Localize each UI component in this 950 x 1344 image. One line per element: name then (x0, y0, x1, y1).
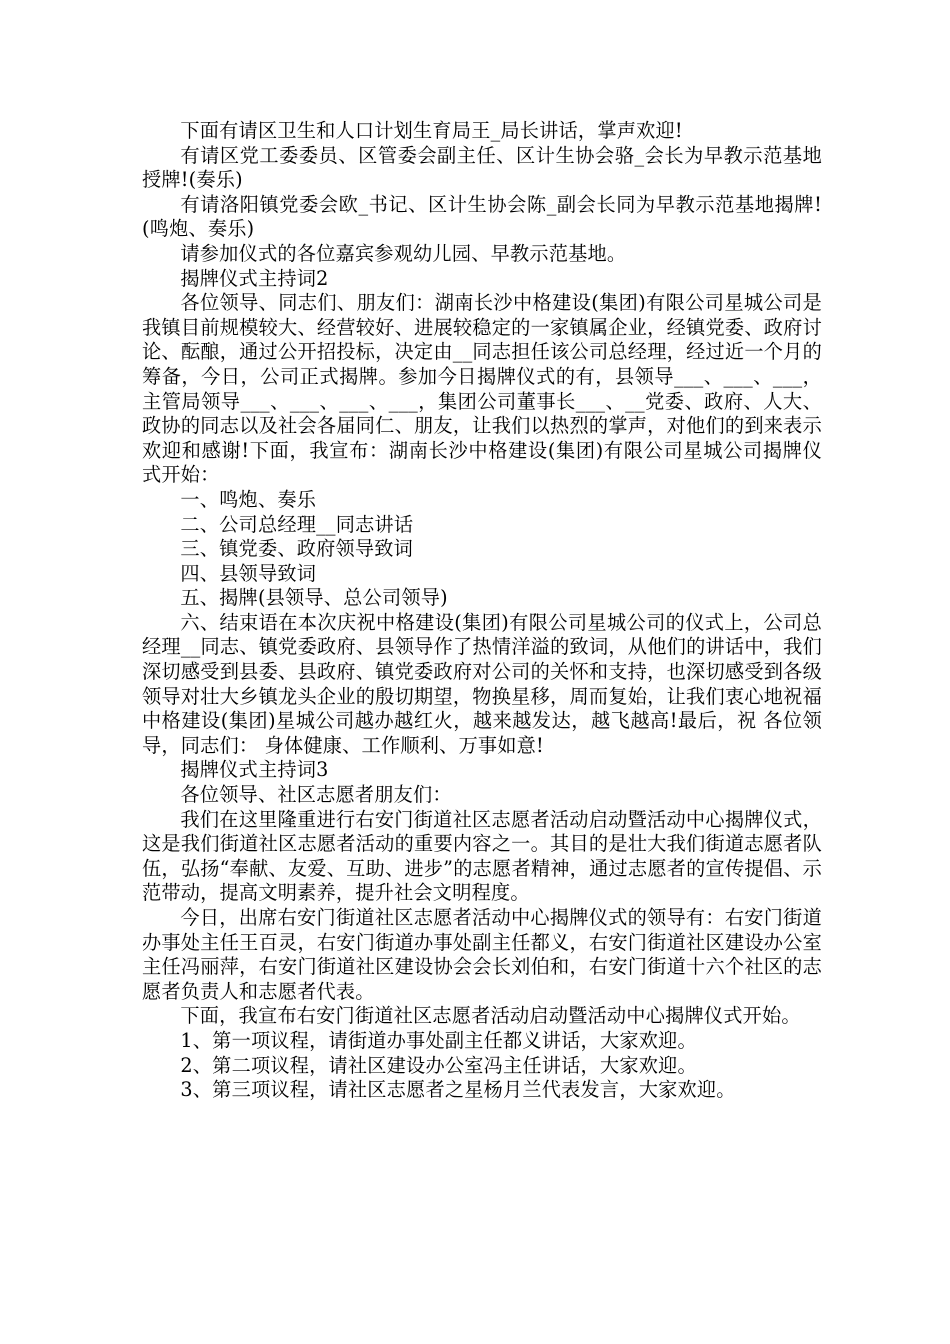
agenda-item: 1、第一项议程，请街道办事处副主任都义讲话，大家欢迎。 (180, 1028, 697, 1052)
paragraph: 我们在这里隆重进行右安门街道社区志愿者活动启动暨活动中心揭牌仪式，这是我们街道社区志愿者活动的重要内容之一。其目的是壮大我们街道志愿者队伍，弘扬“奉献、友爱、互助、进步”的志愿者精神，通过志愿者的宣传提倡、示范带动，提高文明素养，提升社会文明程度。 (142, 807, 822, 905)
agenda-item: 一、鸣炮、奏乐 (180, 487, 317, 511)
section-heading: 揭牌仪式主持词2 (180, 266, 329, 290)
agenda-item: 五、揭牌(县领导、总公司领导) (180, 586, 448, 610)
paragraph: 今日，出席右安门街道社区志愿者活动中心揭牌仪式的领导有：右安门街道办事处主任王百灵，右安门街道办事处副主任都义，右安门街道社区建设办公室主任冯丽萍，右安门街道社区建设协会会长刘伯和，右安门街道十六个社区的志愿者负责人和志愿者代表。 (142, 906, 822, 1003)
paragraph: 请参加仪式的各位嘉宾参观幼儿园、早教示范基地。 (180, 241, 627, 265)
paragraph: 下面，我宣布右安门街道社区志愿者活动启动暨活动中心揭牌仪式开始。 (180, 1004, 801, 1028)
agenda-item: 二、公司总经理__同志讲话 (180, 512, 414, 536)
salutation: 各位领导、社区志愿者朋友们： (180, 783, 452, 807)
agenda-item: 四、县领导致词 (180, 561, 317, 585)
agenda-item: 三、镇党委、政府领导致词 (180, 537, 414, 561)
agenda-item: 3、第三项议程，请社区志愿者之星杨月兰代表发言，大家欢迎。 (180, 1078, 736, 1102)
section-heading: 揭牌仪式主持词3 (180, 758, 329, 782)
document-page (142, 119, 822, 1103)
paragraph: 有请洛阳镇党委会欧_书记、区计生协会陈_副会长同为早教示范基地揭牌!(鸣炮、奏乐) (142, 192, 822, 241)
paragraph: 有请区党工委委员、区管委会副主任、区计生协会骆_会长为早教示范基地授牌!(奏乐) (142, 143, 822, 192)
paragraph: 下面有请区卫生和人口计划生育局王_局长讲话，掌声欢迎! (180, 119, 683, 142)
agenda-item: 六、结束语在本次庆祝中格建设(集团)有限公司星城公司的仪式上，公司总经理__同志、镇党委政府、县领导作了热情洋溢的致词，从他们的讲话中，我们深切感受到县委、县政府、镇党委政府对公司的关怀和支持，也深切感受到各级领导对壮大乡镇龙头企业的殷切期望，物换星移，周而复始，让我们衷心地祝福中格建设(集团)星城公司越办越红火，越来越发达，越飞越高!最后，祝 各位领导，同志们： 身体健康、工作顺利、万事如意! (142, 610, 822, 757)
agenda-item: 2、第二项议程，请社区建设办公室冯主任讲话，大家欢迎。 (180, 1053, 697, 1077)
paragraph: 各位领导、同志们、朋友们：湖南长沙中格建设(集团)有限公司星城公司是我镇目前规模较大、经营较好、进展较稳定的一家镇属企业，经镇党委、政府讨论、酝酿，通过公开招投标，决定由__同志担任该公司总经理，经过近一个月的筹备，今日，公司正式揭牌。参加今日揭牌仪式的有，县领导___、___、___，主管局领导___、___、___、___，集团公司董事长___、__党委、政府、人大、政协的同志以及社会各届同仁、朋友，让我们以热烈的掌声，对他们的到来表示欢迎和感谢!下面，我宣布：湖南长沙中格建设(集团)有限公司星城公司揭牌仪式开始： (142, 291, 822, 487)
